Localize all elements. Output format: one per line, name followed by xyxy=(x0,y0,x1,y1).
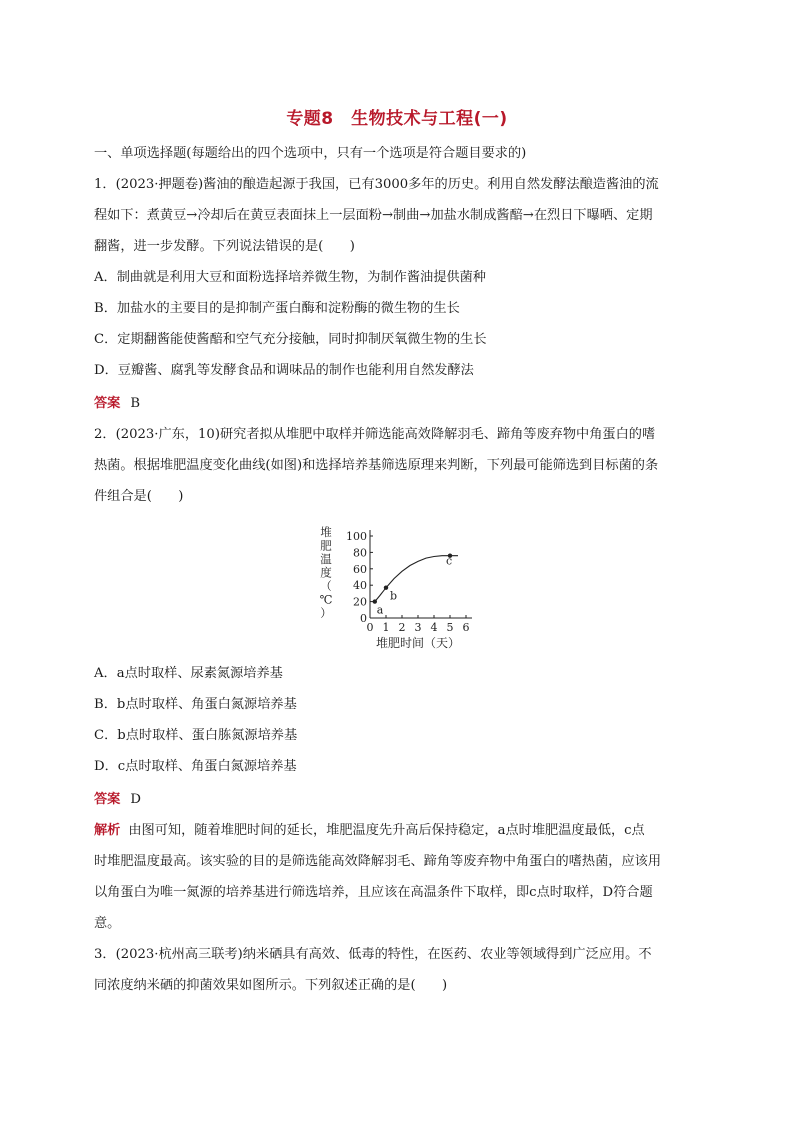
q1-stem-line: 程如下：煮黄豆→冷却后在黄豆表面抹上一层面粉→制曲→加盐水制成酱醅→在烈日下曝晒、定期 xyxy=(94,208,653,223)
y-axis-label-char: 堆 xyxy=(320,525,332,539)
x-tick-label: 4 xyxy=(430,621,438,634)
answer-value: B xyxy=(130,396,141,411)
x-tick-label: 1 xyxy=(382,621,390,634)
point-b xyxy=(384,585,388,589)
y-axis-label-char: （ xyxy=(320,579,332,593)
y-tick-label: 20 xyxy=(353,595,367,609)
q2-option-d: D．c点时取样、角蛋白氮源培养基 xyxy=(94,759,297,774)
q2-stem-line: 件组合是( ) xyxy=(94,489,184,504)
q1-answer xyxy=(94,394,714,414)
q2-option-a: A．a点时取样、尿素氮源培养基 xyxy=(94,666,283,681)
x-tick-label: 3 xyxy=(414,621,422,634)
explanation-label: 解析 xyxy=(94,823,121,838)
y-axis-label-char: 温 xyxy=(320,552,332,566)
q2-stem-line: 热菌。根据堆肥温度变化曲线(如图)和选择培养基筛选原理来判断，下列最可能筛选到目标菌的条 xyxy=(94,458,659,473)
y-tick-label: 40 xyxy=(353,579,367,593)
y-axis-label-char: 肥 xyxy=(320,538,332,553)
explanation-text: 由图可知，随着堆肥时间的延长，堆肥温度先升高后保持稳定，a点时堆肥温度最低，c点 xyxy=(128,823,645,838)
y-axis-label-char: 度 xyxy=(320,565,332,580)
y-tick-label: 80 xyxy=(353,546,367,560)
page-title: 专题8 生物技术与工程(一) xyxy=(286,109,508,129)
q3-stem-line: 3．(2023·杭州高三联考)纳米硒具有高效、低毒的特性，在医药、农业等领域得到广泛应用。不 xyxy=(94,947,652,962)
q2-explanation-line: 意。 xyxy=(94,916,121,931)
point-label-c: c xyxy=(446,554,453,568)
q2-answer xyxy=(94,790,714,810)
y-axis-label-char: ） xyxy=(320,606,332,620)
q2-stem-line: 2．(2023·广东，10)研究者拟从堆肥中取样并筛选能高效降解羽毛、蹄角等废弃物中角蛋白的嗜 xyxy=(94,427,656,442)
y-tick-label: 0 xyxy=(360,612,367,625)
x-tick-label: 6 xyxy=(462,621,470,634)
q1-option-d: D．豆瓣酱、腐乳等发酵食品和调味品的制作也能利用自然发酵法 xyxy=(94,363,474,378)
q2-option-c: C．b点时取样、蛋白胨氮源培养基 xyxy=(94,728,298,743)
answer-label: 答案 xyxy=(94,396,121,411)
q1-option-b: B．加盐水的主要目的是抑制产蛋白酶和淀粉酶的微生物的生长 xyxy=(94,301,460,316)
point-label-a: a xyxy=(376,603,384,617)
x-axis-label: 堆肥时间（天） xyxy=(375,636,461,650)
q1-option-c: C．定期翻酱能使酱醅和空气充分接触，同时抑制厌氧微生物的生长 xyxy=(94,332,487,347)
y-tick-label: 60 xyxy=(353,562,367,576)
answer-label: 答案 xyxy=(94,792,121,807)
q3-stem-line: 同浓度纳米硒的抑菌效果如图所示。下列叙述正确的是( ) xyxy=(94,978,448,993)
y-tick-label: 100 xyxy=(346,530,367,543)
x-tick-label: 2 xyxy=(398,621,406,634)
q1-option-a: A．制曲就是利用大豆和面粉选择培养微生物，为制作酱油提供菌种 xyxy=(94,270,486,285)
point-label-b: b xyxy=(390,589,398,603)
q2-explanation-line xyxy=(94,821,714,841)
q2-option-b: B．b点时取样、角蛋白氮源培养基 xyxy=(94,697,297,712)
x-tick-label: 5 xyxy=(446,621,454,634)
compost-temperature-chart xyxy=(312,522,482,652)
q2-explanation-line: 以角蛋白为唯一氮源的培养基进行筛选培养，且应该在高温条件下取样，即c点时取样，D符合题 xyxy=(94,885,653,900)
answer-value: D xyxy=(130,792,141,807)
q1-stem-line: 翻酱，进一步发酵。下列说法错误的是( ) xyxy=(94,239,355,254)
x-tick-label: 0 xyxy=(366,621,374,634)
q2-explanation-line: 时堆肥温度最高。该实验的目的是筛选能高效降解羽毛、蹄角等废弃物中角蛋白的嗜热菌，应该用 xyxy=(94,854,662,869)
q1-stem-line: 1．(2023·押题卷)酱油的酿造起源于我国，已有3000多年的历史。利用自然发酵法酿造酱油的流 xyxy=(94,177,659,192)
section-heading: 一、单项选择题(每题给出的四个选项中，只有一个选项是符合题目要求的) xyxy=(94,146,527,161)
y-axis-label-char: ℃ xyxy=(319,592,333,607)
